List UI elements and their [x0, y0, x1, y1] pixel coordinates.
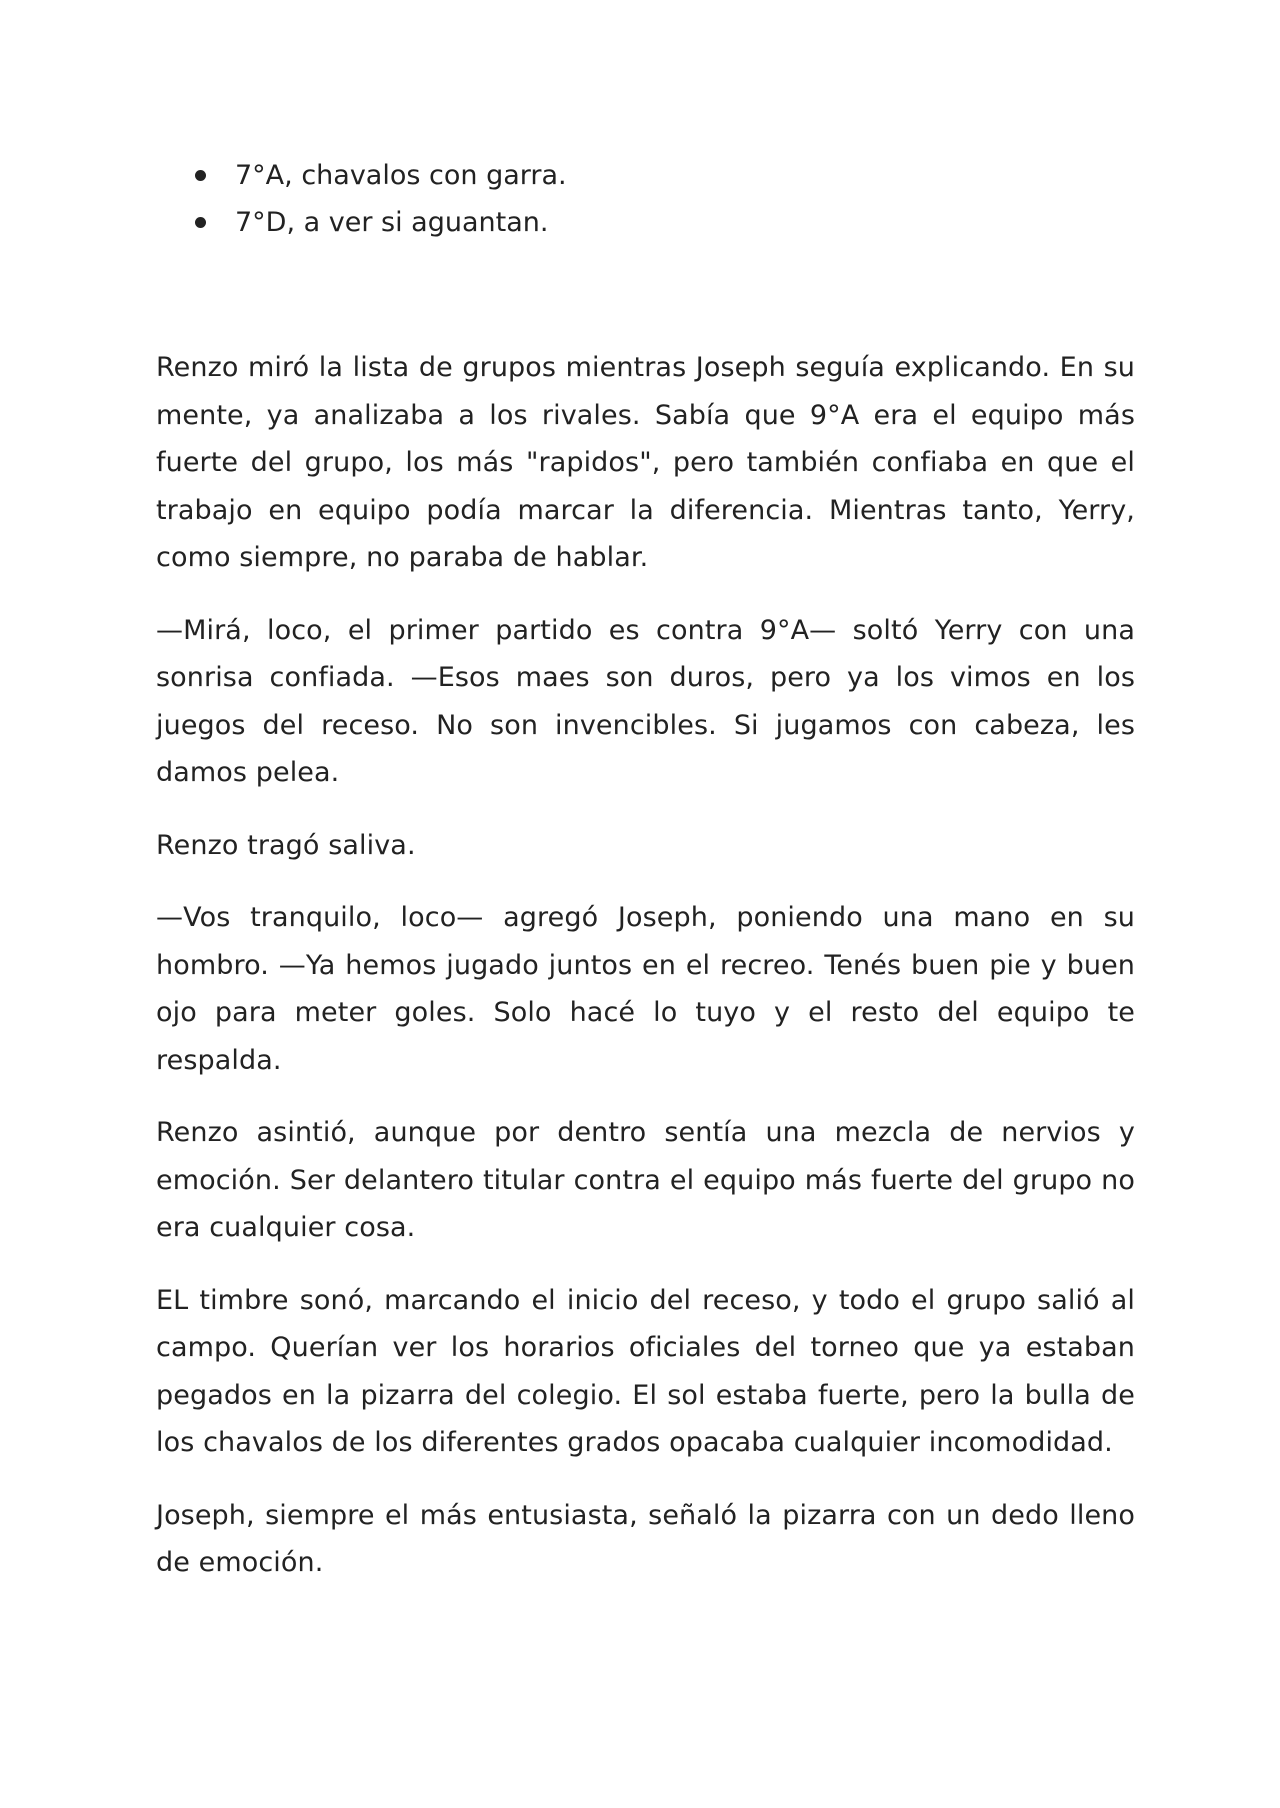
paragraph: —Vos tranquilo, loco— agregó Joseph, poniendo una mano en su hombro. —Ya hemos jugado juntos en el recreo. Tenés buen pie y buen ojo para meter goles. Solo hacé lo tuyo y el resto del equipo te respalda. [156, 902, 1135, 1076]
paragraph: Renzo tragó saliva. [156, 829, 416, 861]
paragraph: EL timbre sonó, marcando el inicio del receso, y todo el grupo salió al campo. Querían ver los horarios oficiales del torneo que ya estaban pegados en la pizarra del colegio. El sol estaba fuerte, pero la bulla de los chavalos de los diferentes grados opacaba cualquier incomodidad. [156, 1284, 1135, 1458]
paragraph: —Mirá, loco, el primer partido es contra 9°A— soltó Yerry con una sonrisa confiada. —Esos maes son duros, pero ya los vimos en los juegos del receso. No son invencibles. Si jugamos con cabeza, les damos pelea. [156, 614, 1135, 788]
bullet-list [195, 152, 567, 246]
bullet-text: 7°D, a ver si aguantan. [235, 207, 549, 238]
bullet-text: 7°A, chavalos con garra. [235, 160, 567, 191]
paragraph: Renzo asintió, aunque por dentro sentía una mezcla de nervios y emoción. Ser delantero titular contra el equipo más fuerte del grupo no era cualquier cosa. [156, 1117, 1135, 1243]
story-body [156, 344, 1135, 1612]
bullet-dot-icon [195, 217, 206, 228]
paragraph: Renzo miró la lista de grupos mientras Joseph seguía explicando. En su mente, ya analizaba a los rivales. Sabía que 9°A era el equipo más fuerte del grupo, los más "rapidos", pero también confiaba en que el trabajo en equipo podía marcar la diferencia. Mientras tanto, Yerry, como siempre, no paraba de hablar. [156, 352, 1135, 573]
paragraph: Joseph, siempre el más entusiasta, señaló la pizarra con un dedo lleno de emoción. [156, 1499, 1135, 1578]
bullet-dot-icon [195, 170, 206, 181]
bullet-item [195, 152, 567, 199]
bullet-item [195, 199, 567, 246]
